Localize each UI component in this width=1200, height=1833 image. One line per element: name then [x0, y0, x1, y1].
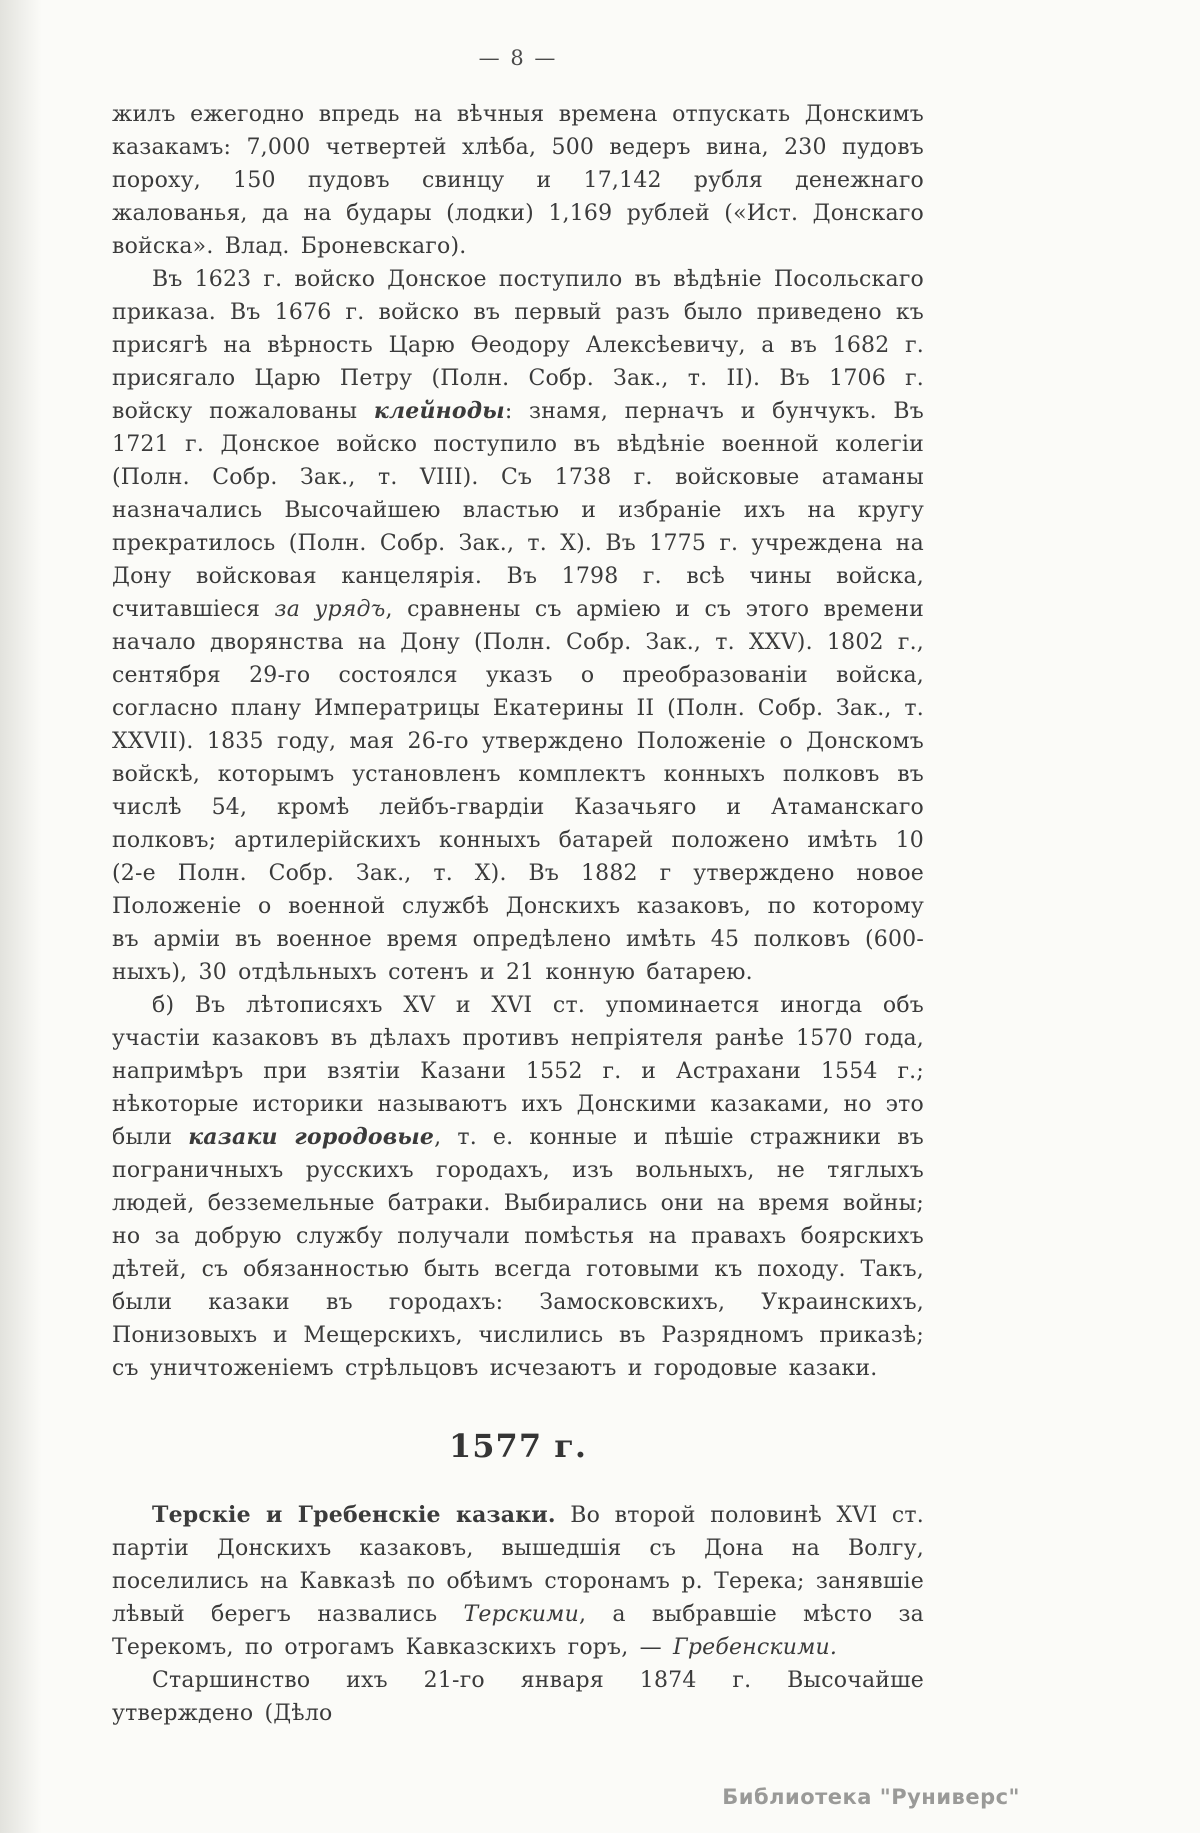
scan-edge-shadow — [0, 0, 42, 1833]
text-run: , сравнены съ арміею и съ этого времени начало дворянства на Дону (Полн. Собр. Зак., т. XXV). 1802 г., сентября 29-го состоялся указъ о преобразованіи войска, согласно плану Императрицы Екатерины II (Полн. Собр. Зак., т. XXVII). 1835 году, мая 26-го утверждено Положеніе о Донскомъ войскѣ, которымъ установленъ комплектъ конныхъ полковъ въ числѣ 54, кромѣ лейбъ-гвардіи Казачьяго и Атаманскаго полковъ; артилерійскихъ конныхъ батарей положено имѣть 10 (2-е Полн. Собр. Зак., т. X). Въ 1882 г утверждено новое Положеніе о военной службѣ Донскихъ казаковъ, по которому въ арміи въ военное время опредѣлено имѣть 45 полковъ (600-ныхъ), 30 отдѣльныхъ сотенъ и 21 конную батарею. — [112, 597, 924, 985]
italic-term-kazaki-gorodovye: казаки городовые — [188, 1124, 435, 1150]
scanned-page-content — [112, 46, 924, 1730]
text-run: Во второй половинѣ XVI ст. партіи Донскихъ казаковъ, вышедшія съ Дона на Волгу, поселились на Кавказѣ по обѣимъ сторонамъ р. Терека; занявшіе лѣвый берегъ назвались — [112, 1503, 924, 1627]
text-run: , т. е. конные и пѣшіе стражники въ пограничныхъ русскихъ городахъ, изъ вольныхъ, не тяглыхъ людей, безземельные батраки. Выбирались они на время войны; но за добрую службу получали помѣстья на правахъ боярскихъ дѣтей, съ обязанностью быть всегда готовыми къ походу. Такъ, были казаки въ городахъ: Замосковскихъ, Украинскихъ, Понизовыхъ и Мещерскихъ, числились въ Разрядномъ приказѣ; съ уничтоженіемъ стрѣльцовъ исчезаютъ и городовые казаки. — [112, 1125, 925, 1381]
italic-term-kleynody: клейноды — [373, 398, 505, 424]
text-run: жилъ ежегодно впредь на вѣчныя времена отпускать Донскимъ казакамъ: 7,000 четвертей хлѣба, 500 ведеръ вина, 230 пудовъ пороху, 150 пудовъ свинцу и 17,142 рубля денежнаго жалованья, да на будары (лодки) 1,169 рублей («Ист. Донскаго войска». Влад. Броневскаго). — [112, 102, 924, 259]
paragraph-terek-greben-cossacks — [112, 1499, 924, 1664]
paragraph-continuation — [112, 98, 924, 263]
text-run: Въ 1623 г. войско Донское поступило въ вѣдѣніе Посольскаго приказа. Въ 1676 г. войско въ первый разъ было приведено къ присягѣ на вѣрность Царю Ѳеодору Алексѣевичу, а въ 1682 г. присягало Царю Петру (Полн. Собр. Зак., т. II). Въ 1706 г. войску пожалованы — [112, 267, 924, 424]
italic-term-za-uryad: за урядъ — [274, 597, 386, 622]
paragraph-seniority — [112, 1664, 924, 1730]
paragraph-chronicles-note — [112, 989, 924, 1385]
italic-term-terskimi: Терскими — [463, 1602, 579, 1627]
italic-term-grebenskimi: Гребенскими. — [673, 1635, 838, 1660]
bold-lead-terskie-grebenskie: Терскіе и Гребенскіе казаки. — [152, 1502, 556, 1528]
page-number: — 8 — — [478, 46, 558, 70]
paragraph-don-history — [112, 263, 924, 989]
section-heading-1577: 1577 г. — [449, 1427, 587, 1465]
library-watermark: Библиотека "Руниверс" — [722, 1785, 1020, 1809]
text-run: : знамя, перначъ и бунчукъ. Въ 1721 г. Донское войско поступило въ вѣдѣніе военной колегіи (Полн. Собр. Зак., т. VIII). Съ 1738 г. войсковые атаманы назначались Высочайшею властью и избраніе ихъ на кругу прекратилось (Полн. Собр. Зак., т. X). Въ 1775 г. учреждена на Дону войсковая канцелярія. Въ 1798 г. всѣ чины войска, считавшіеся — [112, 399, 924, 622]
text-run: б) Въ лѣтописяхъ XV и XVI ст. упоминается иногда объ участіи казаковъ въ дѣлахъ противъ непріятеля ранѣе 1570 года, напримѣръ при взятіи Казани 1552 г. и Астрахани 1554 г.; нѣкоторые историки называютъ ихъ Донскими казаками, но это были — [112, 993, 924, 1150]
text-run: Старшинство ихъ 21-го января 1874 г. Высочайше утверждено (Дѣло — [112, 1668, 924, 1726]
text-run: , а выбравшіе мѣсто за Терекомъ, по отрогамъ Кавказскихъ горъ, — — [112, 1602, 924, 1660]
